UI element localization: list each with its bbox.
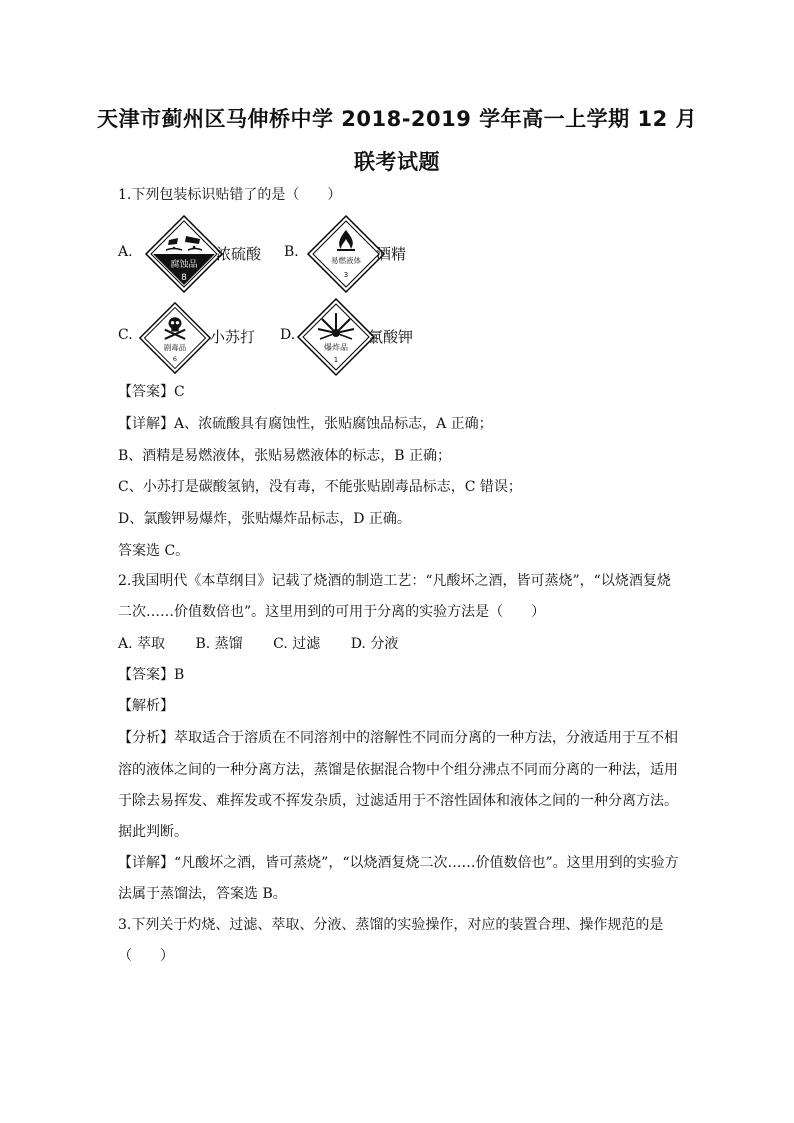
choice-d: D. 分液 <box>350 636 399 652</box>
q2-analysis-heading: 【解析】 <box>118 698 174 714</box>
sign-number-a: 8 <box>181 273 187 283</box>
sign-label-d: 爆炸品 <box>324 343 348 352</box>
q2-answer: 【答案】B <box>118 667 185 683</box>
choice-b: B. 蒸馏 <box>195 636 243 652</box>
q3-stem-line-1: 3.下列关于灼烧、过滤、萃取、分液、蒸馏的实验操作，对应的装置合理、操作规范的是 <box>118 917 664 933</box>
option-c-name: 小苏打 <box>210 328 256 346</box>
q2-stem-line-1: 2.我国明代《本草纲目》记载了烧酒的制造工艺：“凡酸坏之酒，皆可蒸烧”，“以烧酒复烧 <box>118 573 671 589</box>
q1-options-row-2 <box>118 297 678 377</box>
option-d-name: 氯酸钾 <box>368 328 414 346</box>
q2-detail-line: 【详解】“凡酸坏之酒，皆可蒸烧”，“以烧酒复烧二次……价值数倍也”。这里用到的实验方 <box>118 855 679 871</box>
q1-detail-line: 答案选 C。 <box>118 543 190 559</box>
option-b-name: 酒精 <box>376 245 407 263</box>
q2-stem-line-2: 二次……价值数倍也”。这里用到的可用于分离的实验方法是（ ） <box>118 604 546 620</box>
q1-detail-line: D、氯酸钾易爆炸，张贴爆炸品标志，D 正确。 <box>118 511 411 527</box>
q2-analysis-line: 于除去易挥发、难挥发或不挥发杂质，过滤适用于不溶性固体和液体之间的一种分离方法。 <box>118 793 678 809</box>
flammable-liquid-sign <box>306 214 386 298</box>
corrosive-sign <box>144 214 224 298</box>
choice-c: C. 过滤 <box>273 636 321 652</box>
sign-number-b: 3 <box>343 271 349 279</box>
sign-number-d: 1 <box>333 356 339 364</box>
option-c-letter: C. <box>118 327 133 343</box>
option-d-letter: D. <box>280 327 296 343</box>
q2-analysis-line: 据此判断。 <box>118 824 188 840</box>
sign-label-a: 腐蚀品 <box>170 260 198 270</box>
option-b-letter: B. <box>284 244 299 260</box>
q1-detail-line: 【详解】A、浓硫酸具有腐蚀性，张贴腐蚀品标志，A 正确； <box>118 416 493 432</box>
q2-choices <box>118 633 424 653</box>
q1-options-row-1 <box>118 214 678 294</box>
toxic-sign <box>138 301 212 379</box>
q1-detail-line: C、小苏打是碳酸氢钠，没有毒，不能张贴剧毒品标志，C 错误； <box>118 479 522 495</box>
q3-stem-line-2: （ ） <box>118 948 174 964</box>
q1-answer: 【答案】C <box>118 384 185 400</box>
q2-detail-line: 法属于蒸馏法，答案选 B。 <box>118 886 287 902</box>
option-a-name: 浓硫酸 <box>216 245 262 263</box>
sign-label-b: 易燃液体 <box>331 256 361 265</box>
q2-analysis-line: 【分析】萃取适合于溶质在不同溶剂中的溶解性不同而分离的一种方法，分液适用于互不相 <box>118 730 678 746</box>
explosive-sign <box>296 297 376 381</box>
sign-number-c: 6 <box>172 355 178 364</box>
q1-detail-line: B、酒精是易燃液体，张贴易燃液体的标志，B 正确； <box>118 448 452 464</box>
choice-a: A. 萃取 <box>118 636 166 652</box>
sign-label-c: 剧毒品 <box>163 343 187 353</box>
q2-analysis-line: 溶的液体之间的一种分离方法，蒸馏是依据混合物中个组分沸点不同而分离的一种法，适用 <box>118 762 678 778</box>
page-title-line2: 联考试题 <box>354 150 440 174</box>
q1-stem: 1.下列包装标识贴错了的是（ ） <box>118 187 342 203</box>
page-title: 天津市蓟州区马伸桥中学 2018-2019 学年高一上学期 12 月 <box>96 107 698 131</box>
option-a-letter: A. <box>118 244 133 260</box>
